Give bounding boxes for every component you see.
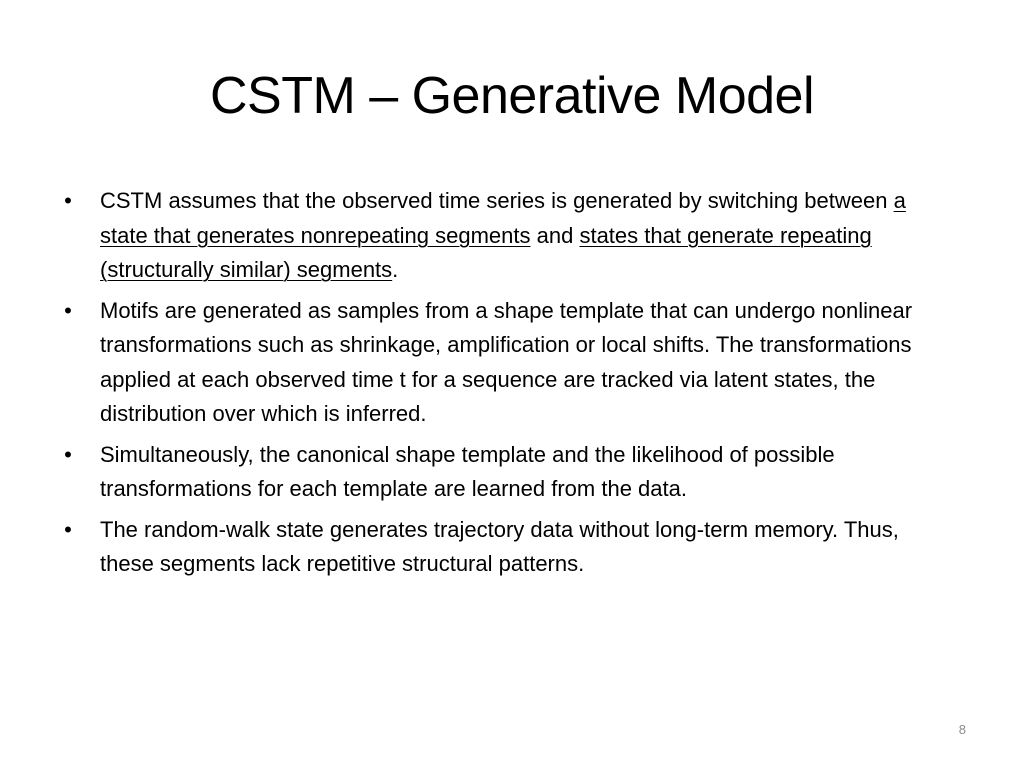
bullet-marker: • [64, 441, 72, 467]
bullet-text-part: and [530, 222, 580, 248]
bullet-marker: • [64, 188, 72, 213]
underlined-phrase-repeating: states that generate repeating (structurally similar) segments [100, 222, 872, 282]
bullet-text-part: CSTM assumes that the observed time series is generated by switching between [100, 188, 894, 213]
slide-number: 8 [958, 722, 966, 737]
bullet-text: Motifs are generated as samples from a shape template that can undergo nonlinear transformations such as shrinkage, amplification or local shifts. The transformations applied at each observed time t for a sequence are tracked via latent states, the distribution over which is inferred. [100, 297, 913, 426]
bullet-marker: • [64, 297, 72, 323]
bullet-item [58, 513, 958, 582]
bullet-text: The random-walk state generates trajectory data without long-term memory. Thus, these segments lack repetitive structural patterns. [100, 516, 899, 576]
slide-title: CSTM – Generative Model [209, 67, 815, 125]
bullet-text [100, 188, 906, 282]
bullet-text-part: . [392, 257, 399, 282]
bullet-text: Simultaneously, the canonical shape template and the likelihood of possible transformations for each template are learned from the data. [100, 441, 835, 501]
underlined-phrase-nonrepeating: a state that generates nonrepeating segments [100, 188, 906, 248]
bullet-list [58, 184, 958, 588]
bullet-item [58, 438, 958, 507]
bullet-item [58, 184, 958, 288]
bullet-marker: • [64, 516, 72, 542]
bullet-item [58, 294, 958, 432]
